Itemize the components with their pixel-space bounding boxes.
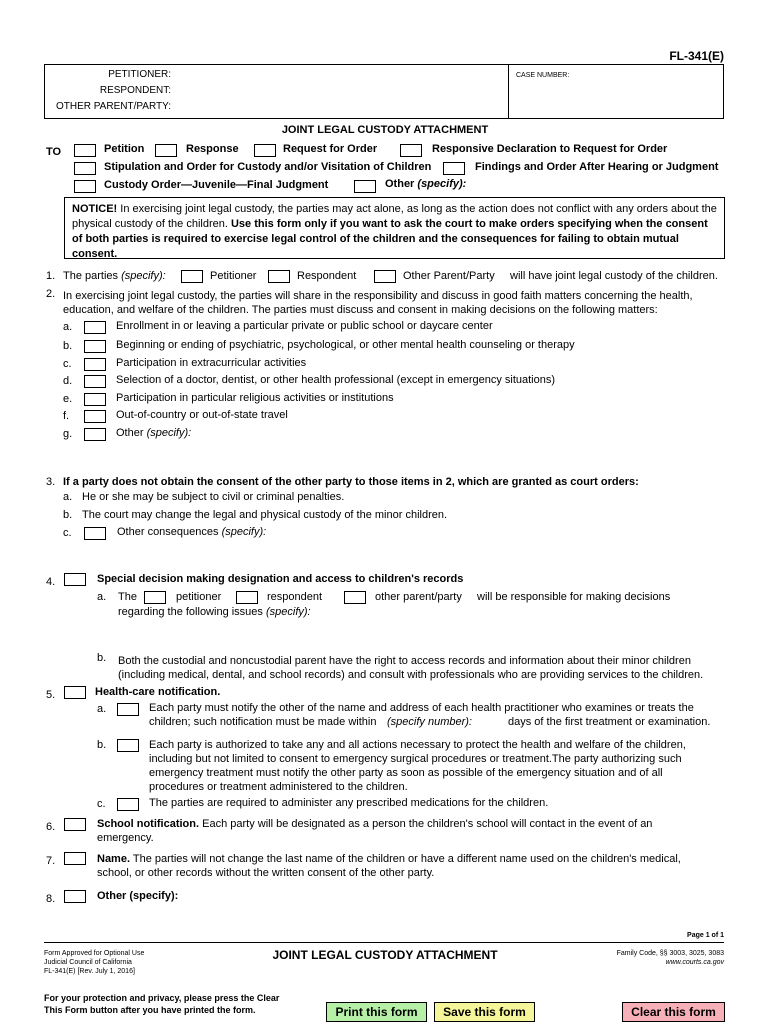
item5-a-specify: (specify number): (387, 716, 472, 728)
item1-other-parent-checkbox[interactable] (374, 270, 396, 283)
respondent-label: RESPONDENT: (99, 85, 171, 96)
privacy-line1: For your protection and privacy, please press the Clear (44, 993, 280, 1003)
item1-lead: The parties (63, 270, 119, 282)
clear-form-button[interactable]: Clear this form (622, 1002, 725, 1022)
matter-g-text (116, 427, 191, 441)
footer-approved-line2: Judicial Council of California (44, 959, 132, 966)
to-label: TO (46, 146, 62, 158)
responsive-declaration-checkbox[interactable] (400, 144, 422, 157)
item8-number: 8. (46, 893, 56, 905)
item5-c-letter: c. (97, 798, 106, 810)
item3-a-letter: a. (63, 491, 73, 503)
item4-b-letter: b. (97, 652, 107, 664)
item4-number: 4. (46, 576, 56, 588)
notice-lead: NOTICE! (72, 203, 118, 215)
footer-approved-line1: Form Approved for Optional Use (44, 950, 145, 957)
caption-box (44, 64, 724, 119)
responsive-declaration-label: Responsive Declaration to Request for Order (432, 143, 668, 155)
item4-a-line2 (118, 606, 311, 620)
to-other-text: Other (385, 178, 415, 190)
matter-c-checkbox[interactable] (84, 358, 106, 371)
to-other-label (385, 178, 466, 192)
item7-body: The parties will not change the last name of the children or have a different name used on the children's medical, school, or other records without the written consent of the other party. (97, 853, 681, 879)
matter-d-checkbox[interactable] (84, 375, 106, 388)
petitioner-label: PETITIONER: (108, 69, 171, 80)
item4-checkbox[interactable] (64, 573, 86, 586)
item5-b-checkbox[interactable] (117, 739, 139, 752)
matter-a-letter: a. (63, 321, 73, 333)
item4-respondent-label: respondent (267, 591, 323, 603)
case-number-label: CASE NUMBER: (516, 72, 570, 79)
footer-url: www.courts.ca.gov (665, 959, 724, 966)
footer-approved-line3: FL-341(E) [Rev. July 1, 2016] (44, 968, 135, 975)
item4-a-tail: will be responsible for making decisions (477, 591, 671, 603)
item6-checkbox[interactable] (64, 818, 86, 831)
findings-checkbox[interactable] (443, 162, 465, 175)
item1-text (63, 270, 166, 284)
item6-heading: School notification. (97, 818, 200, 830)
caption-divider (508, 65, 509, 118)
request-for-order-label: Request for Order (283, 143, 378, 155)
footer-title: JOINT LEGAL CUSTODY ATTACHMENT (272, 948, 498, 962)
notice-text1: In exercising joint legal custody, the parties may act alone, as long as the action does not conflict with any orders about the physical custody of the children. (72, 203, 717, 230)
item3-c-checkbox[interactable] (84, 527, 106, 540)
item7-checkbox[interactable] (64, 852, 86, 865)
matter-f-text: Out-of-country or out-of-state travel (116, 409, 288, 421)
item4-a-the: The (118, 591, 137, 603)
stipulation-label: Stipulation and Order for Custody and/or Visitation of Children (104, 161, 432, 173)
item5-a-line2-lead: children; such notification must be made within (149, 716, 377, 728)
item3-c-lead: Other consequences (117, 526, 219, 538)
item3-c-specify: (specify): (221, 526, 267, 538)
item1-tail: will have joint legal custody of the children. (510, 270, 718, 282)
item5-b-letter: b. (97, 739, 107, 751)
item1-other-parent-label: Other Parent/Party (403, 270, 495, 282)
item1-petitioner-checkbox[interactable] (181, 270, 203, 283)
item5-heading: Health-care notification. (95, 686, 221, 698)
request-for-order-checkbox[interactable] (254, 144, 276, 157)
print-form-button[interactable]: Print this form (326, 1002, 427, 1022)
item5-checkbox[interactable] (64, 686, 86, 699)
item3-c-letter: c. (63, 527, 72, 539)
footer-code: Family Code, §§ 3003, 3025, 3083 (616, 950, 724, 957)
item2-text: In exercising joint legal custody, the parties will share in the responsibility and discuss in good faith matters concerning the health, education, and welfare of the children. The parties must discuss and consent in making decisions on the following matters: (63, 290, 693, 316)
matter-g-checkbox[interactable] (84, 428, 106, 441)
item5-c-checkbox[interactable] (117, 798, 139, 811)
matter-f-checkbox[interactable] (84, 410, 106, 423)
item4-petitioner-checkbox[interactable] (144, 591, 166, 604)
item4-a-specify: (specify): (265, 606, 311, 618)
custody-order-label: Custody Order—Juvenile—Final Judgment (104, 179, 329, 191)
item1-number: 1. (46, 270, 56, 282)
matter-b-letter: b. (63, 340, 73, 352)
matter-g-letter: g. (63, 428, 73, 440)
petition-checkbox[interactable] (74, 144, 96, 157)
matter-e-letter: e. (63, 393, 73, 405)
item4-petitioner-label: petitioner (176, 591, 222, 603)
item6-number: 6. (46, 821, 56, 833)
matter-e-text: Participation in particular religious activities or institutions (116, 392, 394, 404)
item3-c-text (117, 526, 266, 540)
petition-label: Petition (104, 143, 145, 155)
to-other-specify: (specify): (417, 178, 467, 190)
item4-respondent-checkbox[interactable] (236, 591, 258, 604)
item3-heading: If a party does not obtain the consent of the other party to those items in 2, which are granted as court orders: (63, 476, 639, 488)
matter-b-text: Beginning or ending of psychiatric, psychological, or other mental health counseling or therapy (116, 339, 575, 351)
item4-other-label: other parent/party (375, 591, 462, 603)
item1-petitioner-label: Petitioner (210, 270, 257, 282)
item6-body: Each party will be designated as a person the children's school will contact in the event of an emergency. (97, 818, 653, 844)
item4-a-line2-text: regarding the following issues (118, 606, 263, 618)
item4-a-letter: a. (97, 591, 107, 603)
matter-c-letter: c. (63, 358, 72, 370)
matter-d-text: Selection of a doctor, dentist, or other health professional (except in emergency situations) (116, 374, 556, 386)
matter-f-letter: f. (63, 410, 70, 422)
response-label: Response (186, 143, 239, 155)
notice-text2: Use this form only if you want to ask the court to make orders specifying when the consent of both parties is required to exercise legal control of the children and the consequences for failing to obtain mutual consent. (72, 218, 708, 260)
item1-respondent-checkbox[interactable] (268, 270, 290, 283)
matter-c-text: Participation in extracurricular activities (116, 357, 307, 369)
matter-g-specify: (specify): (146, 427, 192, 439)
item5-a-letter: a. (97, 703, 107, 715)
matter-e-checkbox[interactable] (84, 393, 106, 406)
item3-number: 3. (46, 476, 56, 488)
form-id: FL-341(E) (669, 49, 724, 63)
page-number: Page 1 of 1 (687, 932, 724, 939)
privacy-line2: This Form button after you have printed the form. (44, 1005, 256, 1015)
item2-number: 2. (46, 288, 56, 300)
matter-g-lead: Other (116, 427, 144, 439)
notice-box (64, 197, 725, 259)
findings-label: Findings and Order After Hearing or Judgment (475, 161, 719, 173)
item8-heading: Other (specify): (97, 890, 179, 902)
item4-other-checkbox[interactable] (344, 591, 366, 604)
matter-b-checkbox[interactable] (84, 340, 106, 353)
matter-a-checkbox[interactable] (84, 321, 106, 334)
item3-a-text: He or she may be subject to civil or criminal penalties. (82, 491, 345, 503)
matter-a-text: Enrollment in or leaving a particular private or public school or daycare center (116, 320, 493, 332)
custody-order-checkbox[interactable] (74, 180, 96, 193)
stipulation-checkbox[interactable] (74, 162, 96, 175)
item1-specify: (specify): (121, 270, 166, 282)
item6-text (97, 817, 687, 845)
item5-a-line1: Each party must notify the other of the name and address of each health practitioner who examines or treats the (149, 702, 694, 714)
form-title: JOINT LEGAL CUSTODY ATTACHMENT (281, 124, 489, 136)
item4-b-text: Both the custodial and noncustodial parent have the right to access records and information about their minor children (including medical, dental, and school records) and consult with professionals who are providing services to the children. (118, 655, 704, 681)
item7-heading: Name. (97, 853, 131, 865)
item1-respondent-label: Respondent (297, 270, 357, 282)
item8-checkbox[interactable] (64, 890, 86, 903)
item5-b-text: Each party is authorized to take any and all actions necessary to protect the health and welfare of the children, including but not limited to consent to emergency surgical procedures or treatment.The party authorizing such emergency treatment must notify the other party as soon as possible of the emergency situation and of all procedures or treatment administered to the children. (149, 739, 686, 793)
item5-c-text: The parties are required to administer any prescribed medications for the children. (149, 797, 549, 809)
item3-b-text: The court may change the legal and physical custody of the minor children. (82, 509, 448, 521)
to-other-checkbox[interactable] (354, 180, 376, 193)
response-checkbox[interactable] (155, 144, 177, 157)
item3-b-letter: b. (63, 509, 73, 521)
item7-text (97, 852, 712, 880)
footer-rule (44, 942, 724, 943)
item4-heading: Special decision making designation and access to children's records (97, 573, 464, 585)
save-form-button[interactable]: Save this form (434, 1002, 535, 1022)
item5-a-line2-tail: days of the first treatment or examination. (508, 716, 711, 728)
other-parent-label: OTHER PARENT/PARTY: (55, 101, 171, 112)
matter-d-letter: d. (63, 375, 73, 387)
item7-number: 7. (46, 855, 56, 867)
item5-number: 5. (46, 689, 56, 701)
item5-a-checkbox[interactable] (117, 703, 139, 716)
